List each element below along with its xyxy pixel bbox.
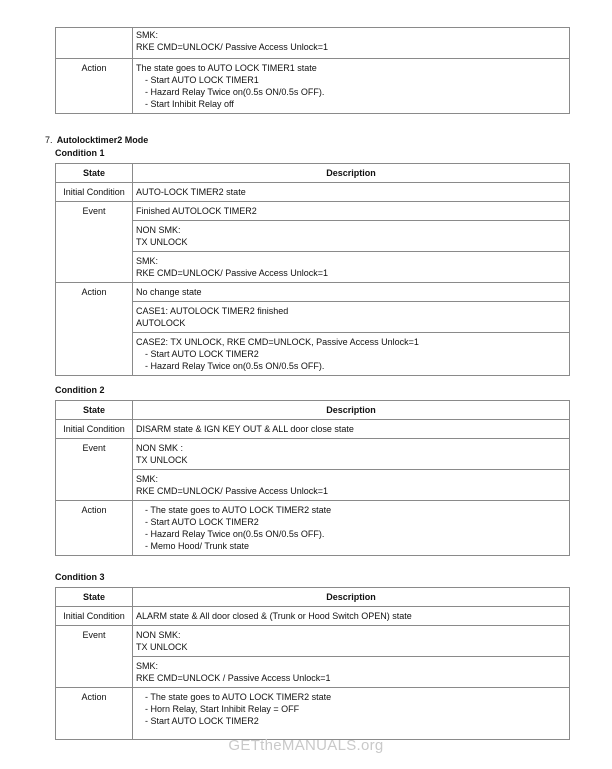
table-row (56, 302, 570, 333)
state-header: State (56, 164, 133, 183)
description-cell (133, 688, 570, 740)
state-header: State (56, 401, 133, 420)
header-row (56, 588, 570, 607)
table-row (56, 688, 570, 740)
table-row (56, 439, 570, 470)
text-line: TX UNLOCK (136, 237, 188, 247)
state-cell: Event (56, 626, 133, 688)
description-cell (133, 501, 570, 556)
text-line: - Start AUTO LOCK TIMER2 (145, 349, 259, 359)
description-header: Description (133, 401, 570, 420)
text-line: NON SMK: (136, 225, 181, 235)
text-line: NON SMK : (136, 443, 184, 453)
state-cell: Initial Condition (56, 607, 133, 626)
description-cell (133, 59, 570, 114)
state-cell: Action (56, 501, 133, 556)
description-header: Description (133, 588, 570, 607)
table-row (56, 183, 570, 202)
text-line: - Hazard Relay Twice on(0.5s ON/0.5s OFF). (145, 529, 325, 539)
text-line: - Start AUTO LOCK TIMER2 (145, 716, 259, 726)
description-cell (133, 221, 570, 252)
description-cell (133, 283, 570, 302)
text-line: - Hazard Relay Twice on(0.5s ON/0.5s OFF). (145, 87, 325, 97)
table-row (56, 59, 570, 114)
text-line: TX UNLOCK (136, 455, 188, 465)
table-row (56, 28, 570, 59)
text-line: CASE1: AUTOLOCK TIMER2 finished (136, 306, 289, 316)
description-cell: AUTO-LOCK TIMER2 state (133, 183, 570, 202)
description-cell (133, 439, 570, 470)
section-number: 7. (45, 135, 53, 145)
table-row (56, 283, 570, 302)
table-row (56, 420, 570, 439)
condition-3-table (55, 587, 570, 740)
description-cell (133, 333, 570, 376)
condition-title: Condition 1 (55, 148, 105, 158)
text-line: SMK: (136, 30, 159, 40)
text-line: - Horn Relay, Start Inhibit Relay = OFF (145, 704, 300, 714)
text-line: RKE CMD=UNLOCK/ Passive Access Unlock=1 (136, 268, 329, 278)
condition-1-table (55, 163, 570, 376)
state-cell: Event (56, 439, 133, 501)
table-row (56, 626, 570, 657)
description-cell (133, 252, 570, 283)
table-row (56, 221, 570, 252)
text-line: AUTOLOCK (136, 318, 186, 328)
section-heading (45, 135, 148, 145)
text-line: - The state goes to AUTO LOCK TIMER2 state (145, 505, 332, 515)
section-title: Autolocktimer2 Mode (56, 135, 149, 145)
state-cell: Event (56, 202, 133, 283)
text-line: NON SMK: (136, 630, 181, 640)
text-line: Finished AUTOLOCK TIMER2 (136, 206, 257, 216)
description-cell (133, 202, 570, 221)
description-cell (133, 626, 570, 657)
table-row (56, 607, 570, 626)
text-line: - Start AUTO LOCK TIMER1 (145, 75, 259, 85)
description-cell (133, 657, 570, 688)
description-cell: DISARM state & IGN KEY OUT & ALL door close state (133, 420, 570, 439)
table-row (56, 202, 570, 221)
state-cell: Initial Condition (56, 420, 133, 439)
text-line: SMK: (136, 256, 159, 266)
description-cell (133, 302, 570, 333)
description-cell: ALARM state & All door closed & (Trunk or Hood Switch OPEN) state (133, 607, 570, 626)
text-line: RKE CMD=UNLOCK / Passive Access Unlock=1 (136, 673, 331, 683)
state-cell: Action (56, 59, 133, 114)
description-cell (133, 470, 570, 501)
header-row (56, 401, 570, 420)
state-cell (56, 28, 133, 59)
description-header: Description (133, 164, 570, 183)
top-table (55, 27, 570, 114)
state-header: State (56, 588, 133, 607)
text-line: - Start AUTO LOCK TIMER2 (145, 517, 259, 527)
table-row (56, 501, 570, 556)
state-cell: Initial Condition (56, 183, 133, 202)
header-row (56, 164, 570, 183)
watermark: GETtheMANUALS.org (228, 737, 384, 754)
text-line: - Memo Hood/ Trunk state (145, 541, 250, 551)
table-row (56, 657, 570, 688)
text-line: RKE CMD=UNLOCK/ Passive Access Unlock=1 (136, 42, 329, 52)
condition-title: Condition 2 (55, 385, 105, 395)
text-line: No change state (136, 287, 202, 297)
text-line: The state goes to AUTO LOCK TIMER1 state (136, 63, 317, 73)
text-line: - Start Inhibit Relay off (145, 99, 234, 109)
condition-2-table (55, 400, 570, 556)
table-row (56, 333, 570, 376)
text-line: - The state goes to AUTO LOCK TIMER2 state (145, 692, 332, 702)
text-line: SMK: (136, 474, 159, 484)
text-line: RKE CMD=UNLOCK/ Passive Access Unlock=1 (136, 486, 329, 496)
text-line: CASE2: TX UNLOCK, RKE CMD=UNLOCK, Passive Access Unlock=1 (136, 337, 419, 347)
text-line: SMK: (136, 661, 159, 671)
text-line: - Hazard Relay Twice on(0.5s ON/0.5s OFF). (145, 361, 325, 371)
state-cell: Action (56, 283, 133, 376)
condition-title: Condition 3 (55, 572, 105, 582)
table-row (56, 252, 570, 283)
state-cell: Action (56, 688, 133, 740)
text-line: TX UNLOCK (136, 642, 188, 652)
table-row (56, 470, 570, 501)
description-cell (133, 28, 570, 59)
